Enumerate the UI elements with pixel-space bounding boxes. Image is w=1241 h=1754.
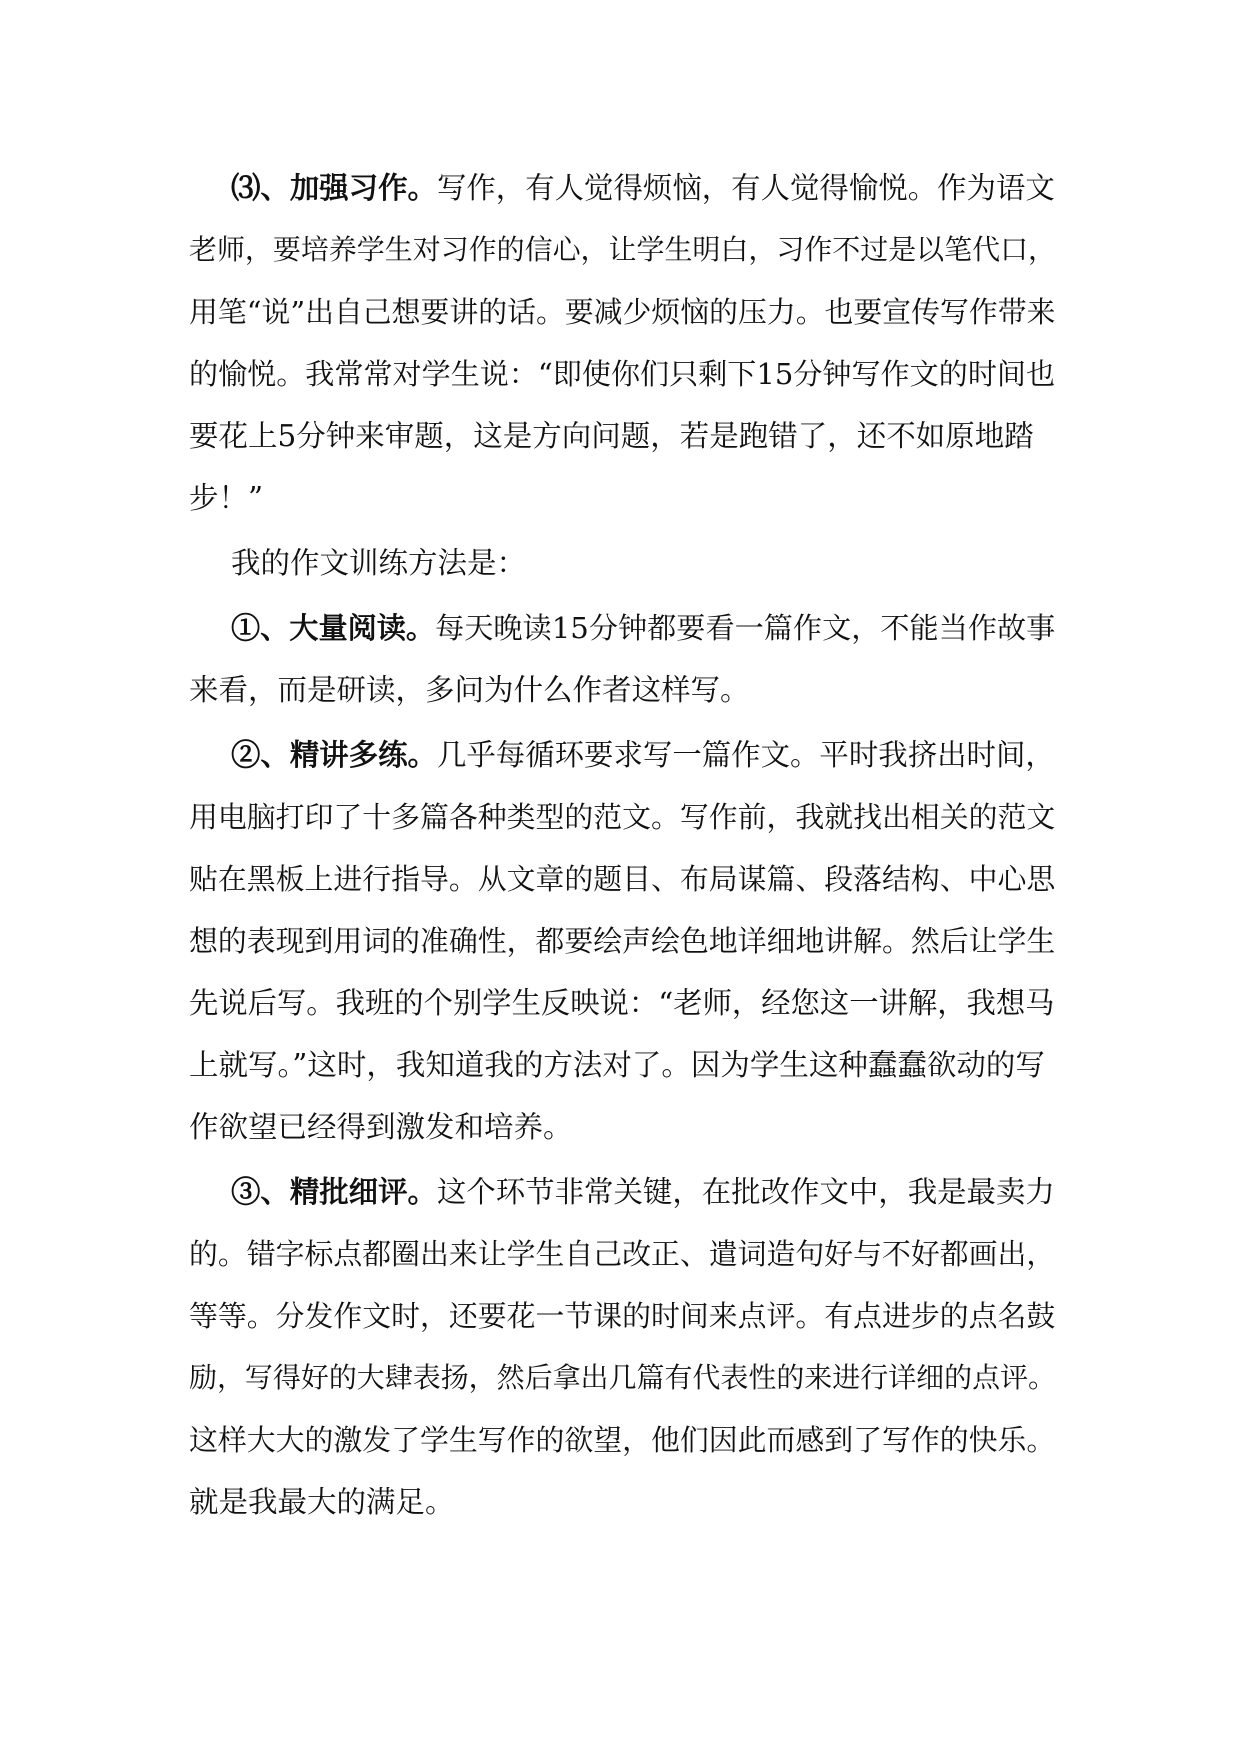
paragraph-heading: ①、大量阅读。: [231, 611, 436, 645]
paragraph-line: 的愉悦。我常常对学生说：“即使你们只剩下15分钟写作文的时间也: [189, 357, 1056, 391]
paragraph-line: [189, 724, 1055, 786]
document-body: [189, 157, 1055, 1536]
paragraph-line: 作欲望已经得到激发和培养。: [189, 1110, 573, 1144]
paragraph-line: 想的表现到用词的准确性，都要绘声绘色地详细地讲解。然后让学生: [189, 924, 1056, 958]
paragraph-line: 的。错字标点都圈出来让学生自己改正、遣词造句好与不好都画出，: [189, 1237, 1056, 1271]
paragraph-line: 先说后写。我班的个别学生反映说：“老师，经您这一讲解，我想马: [189, 986, 1055, 1020]
paragraph-careful-grading: [189, 1161, 1055, 1533]
paragraph-line: 来看，而是研读，多问为什么作者这样写。: [189, 673, 750, 707]
paragraph-line: 就是我最大的满足。: [189, 1485, 455, 1519]
paragraph-text: 我的作文训练方法是：: [231, 546, 527, 580]
paragraph-extensive-reading: [189, 597, 1055, 721]
paragraph-line: 励，写得好的大肆表扬，然后拿出几篇有代表性的来进行详细的点评。: [189, 1361, 1057, 1394]
paragraph-line: 用电脑打印了十多篇各种类型的范文。写作前，我就找出相关的范文: [189, 800, 1056, 834]
paragraph-line: 贴在黑板上进行指导。从文章的题目、布局谋篇、段落结构、中心思: [189, 862, 1056, 896]
paragraph-line: 上就写。”这时，我知道我的方法对了。因为学生这种蠢蠢欲动的写: [189, 1048, 1045, 1082]
paragraph-line: [189, 157, 1055, 219]
paragraph-line: 老师，要培养学生对习作的信心，让学生明白，习作不过是以笔代口，: [189, 233, 1057, 266]
paragraph-heading: ⑶、加强习作。: [231, 170, 437, 205]
paragraph-line: [189, 597, 1055, 659]
paragraph-line: 用笔“说”出自己想要讲的话。要减少烦恼的压力。也要宣传写作带来: [189, 295, 1056, 329]
paragraph-line: 步！”: [189, 481, 264, 515]
paragraph-lecture-practice: [189, 724, 1055, 1158]
paragraph-line: 等等。分发作文时，还要花一节课的时间来点评。有点进步的点名鼓: [189, 1299, 1056, 1333]
paragraph-strengthen-writing: [189, 157, 1055, 529]
paragraph-line: [189, 1161, 1055, 1223]
paragraph-method-intro: [189, 532, 1055, 594]
paragraph-line: 这样大大的激发了学生写作的欲望，他们因此而感到了写作的快乐。: [189, 1423, 1056, 1457]
paragraph-text: 几乎每循环要求写一篇作文。平时我挤出时间，: [436, 738, 1055, 772]
paragraph-text: 这个环节非常关键，在批改作文中，我是最卖力: [436, 1175, 1055, 1209]
paragraph-text: 写作，有人觉得烦恼，有人觉得愉悦。作为语文: [436, 171, 1055, 205]
paragraph-heading: ②、精讲多练。: [231, 737, 437, 772]
paragraph-heading: ③、精批细评。: [231, 1174, 437, 1209]
paragraph-line: 要花上5分钟来审题，这是方向问题，若是跑错了，还不如原地踏: [189, 419, 1034, 453]
paragraph-text: 每天晚读15分钟都要看一篇作文，不能当作故事: [435, 611, 1056, 645]
